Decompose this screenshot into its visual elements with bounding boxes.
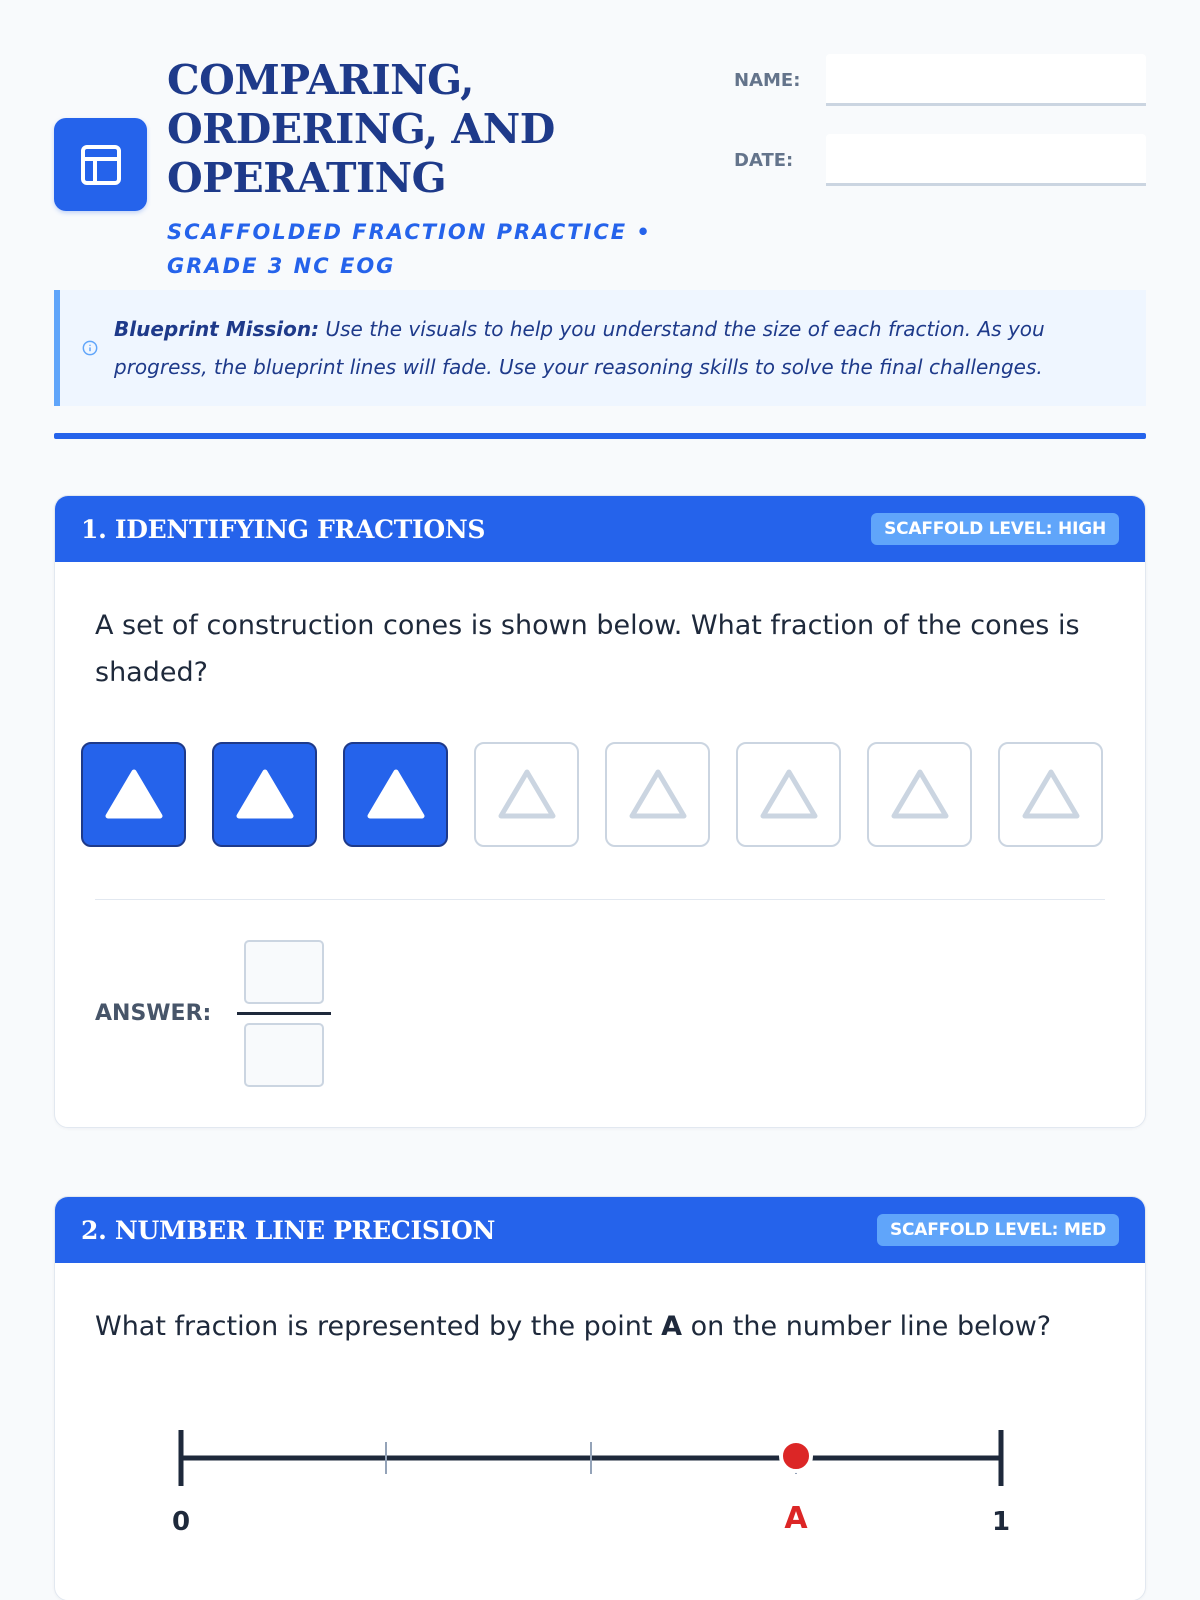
- question-text: [95, 1303, 1105, 1350]
- triangle-cone-icon: [495, 766, 559, 824]
- cone-set: [81, 742, 1119, 847]
- cone-shaded: [343, 742, 448, 847]
- cone-unshaded: [605, 742, 710, 847]
- cone-unshaded: [998, 742, 1103, 847]
- layout-icon: [77, 141, 125, 189]
- date-row: [734, 134, 1146, 186]
- mission-body: Use the visuals to help you understand the size of each fraction. As you progress, the blueprint lines will fade. Use your reasoning skills to solve the final challenges.: [114, 317, 1045, 379]
- student-fields: [734, 54, 1146, 214]
- triangle-cone-icon: [888, 766, 952, 824]
- triangle-cone-icon: [364, 766, 428, 824]
- title-block: [167, 56, 687, 283]
- triangle-cone-icon: [1019, 766, 1083, 824]
- name-field[interactable]: [826, 54, 1146, 106]
- name-row: [734, 54, 1146, 106]
- section-body: [55, 1263, 1145, 1600]
- logo: [54, 118, 147, 211]
- section-header: [55, 496, 1145, 562]
- cone-unshaded: [736, 742, 841, 847]
- cone-shaded: [212, 742, 317, 847]
- cone-shaded: [81, 742, 186, 847]
- page-title: COMPARING, ORDERING, AND OPERATING: [167, 56, 555, 202]
- section-divider: [95, 899, 1105, 900]
- scaffold-badge: SCAFFOLD LEVEL: HIGH: [871, 513, 1119, 545]
- section-header: [55, 1197, 1145, 1263]
- question-text-after: on the number line below?: [682, 1311, 1052, 1342]
- fraction-bar: [237, 1012, 331, 1015]
- question-text-before: What fraction is represented by the point: [95, 1311, 662, 1342]
- point-a-marker: [781, 1441, 811, 1471]
- section-identifying-fractions: [54, 495, 1146, 1128]
- question-text: A set of construction cones is shown below. What fraction of the cones is shaded?: [95, 610, 1080, 688]
- label-point-a: A: [784, 1501, 808, 1536]
- number-line-graphic: [95, 1380, 1105, 1560]
- triangle-cone-icon: [757, 766, 821, 824]
- denominator-input[interactable]: [244, 1023, 324, 1087]
- numerator-input[interactable]: [244, 940, 324, 1004]
- info-icon: [82, 340, 98, 356]
- section-body: [55, 562, 1145, 1127]
- date-label: DATE:: [734, 149, 794, 171]
- worksheet-header: [54, 0, 1146, 290]
- label-zero: 0: [171, 1507, 191, 1537]
- answer-label: ANSWER:: [95, 1001, 212, 1026]
- mission-text: [114, 310, 1126, 386]
- triangle-cone-icon: [626, 766, 690, 824]
- mission-callout: [54, 290, 1146, 406]
- name-label: NAME:: [734, 69, 801, 91]
- label-one: 1: [991, 1507, 1011, 1537]
- page-subtitle: SCAFFOLDED FRACTION PRACTICE • GRADE 3 NC EOG: [167, 220, 652, 278]
- date-field[interactable]: [826, 134, 1146, 186]
- fraction-answer: [237, 940, 331, 1087]
- section-number-line: [54, 1196, 1146, 1600]
- section-title: 1. IDENTIFYING FRACTIONS: [81, 514, 486, 544]
- header-divider: [54, 433, 1146, 439]
- triangle-cone-icon: [102, 766, 166, 824]
- mission-label: Blueprint Mission:: [114, 317, 320, 341]
- answer-row: [95, 940, 1105, 1087]
- cone-unshaded: [867, 742, 972, 847]
- scaffold-badge: SCAFFOLD LEVEL: MED: [877, 1214, 1119, 1246]
- section-title: 2. NUMBER LINE PRECISION: [81, 1215, 496, 1245]
- triangle-cone-icon: [233, 766, 297, 824]
- number-line: [95, 1380, 1105, 1560]
- cone-unshaded: [474, 742, 579, 847]
- question-point-name: A: [661, 1311, 682, 1342]
